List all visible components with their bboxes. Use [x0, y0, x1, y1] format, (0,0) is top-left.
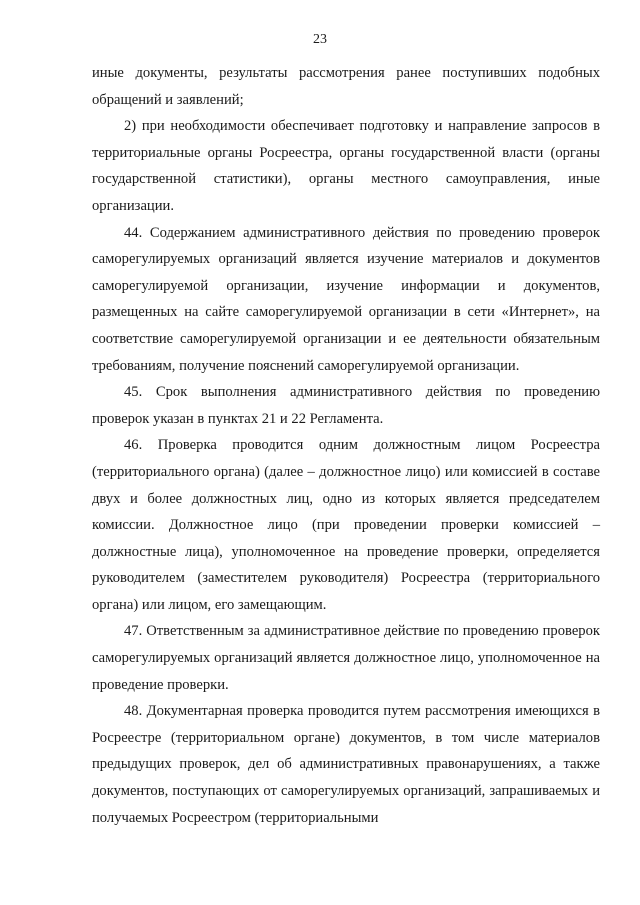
paragraph-45: 45. Срок выполнения административного действия по проведению проверок указан в пунктах 21 и 22 Регламента.	[92, 384, 600, 427]
paragraph-46: 46. Проверка проводится одним должностным лицом Росреестра (территориального органа) (далее – должностное лицо) или комиссией в составе двух и более должностных лиц, одно из которых является председателем комиссии. Должностное лицо (при проведении проверки комиссией – должностные лица), уполномоченное на проведение проверки, определяется руководителем (заместителем руководителя) Росреестра (территориального органа) или лицом, его замещающим.	[92, 437, 600, 613]
page-number: 23	[313, 32, 327, 47]
paragraph-48: 48. Документарная проверка проводится путем рассмотрения имеющихся в Росреестре (территориальном органе) документов, в том числе материалов предыдущих проверок, дел об административных правонарушениях, а также документов, поступающих от саморегулируемых организаций, запрашиваемых и получаемых Росреестром (территориальными	[92, 703, 600, 826]
paragraph-item-2: 2) при необходимости обеспечивает подготовку и направление запросов в территориальные органы Росреестра, органы государственной власти (органы государственной статистики), органы местного самоуправления, иные организации.	[92, 118, 600, 214]
paragraph-44: 44. Содержанием административного действия по проведению проверок саморегулируемых организаций является изучение материалов и документов саморегулируемой организации, изучение информации и документов, размещенных на сайте саморегулируемой организации в сети «Интернет», на соответствие саморегулируемой организации и ее деятельности обязательным требованиям, получение пояснений саморегулируемой организации.	[92, 224, 600, 374]
document-body	[92, 60, 600, 831]
paragraph-continuation: иные документы, результаты рассмотрения ранее поступивших подобных обращений и заявлений;	[92, 65, 600, 108]
paragraph-47: 47. Ответственным за административное действие по проведению проверок саморегулируемых организаций является должностное лицо, уполномоченное на проведение проверки.	[92, 623, 600, 693]
